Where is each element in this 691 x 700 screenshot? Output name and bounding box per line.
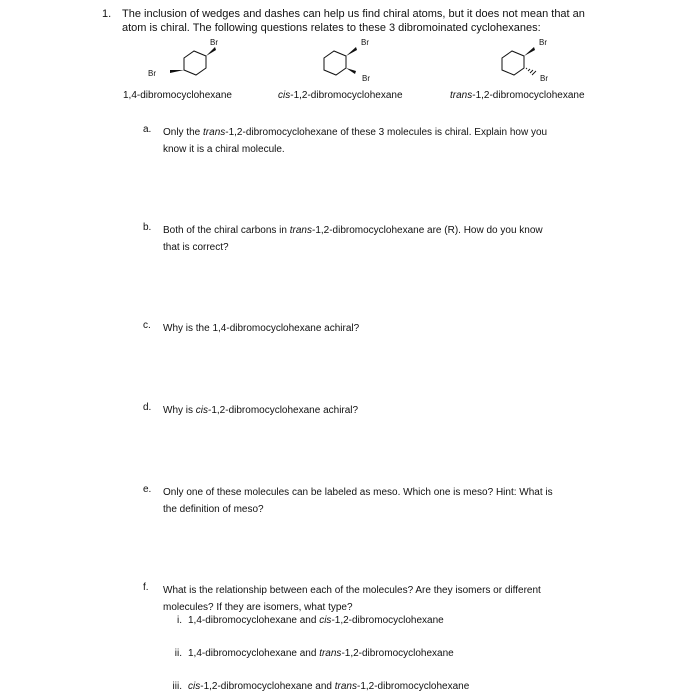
wedge-bond bbox=[524, 47, 535, 56]
roman-numeral: iii. bbox=[172, 681, 182, 692]
bromine-atom-bottom: Br bbox=[362, 74, 370, 83]
part-f-item-iii bbox=[166, 681, 469, 692]
text-segment: that is correct? bbox=[163, 242, 229, 253]
structure-1-4-dibromocyclohexane bbox=[148, 36, 238, 84]
cyclohexane-ring bbox=[502, 51, 524, 75]
part-f-text bbox=[163, 582, 541, 616]
text-segment: -1,2-dibromocyclohexane bbox=[331, 615, 444, 626]
text-segment: 1,4-dibromocyclohexane and bbox=[188, 648, 320, 659]
molecule-label-trans bbox=[450, 90, 585, 101]
text-segment: Both of the chiral carbons in bbox=[163, 225, 290, 236]
text-segment: -1,2-dibromocyclohexane bbox=[341, 648, 454, 659]
question-number: 1. bbox=[102, 8, 112, 20]
bromine-atom-top: Br bbox=[210, 38, 218, 47]
molecule-1-4-dibromocyclohexane bbox=[148, 36, 238, 89]
text-segment: -1,2-dibromocyclohexane are (R). How do you know bbox=[311, 225, 543, 236]
part-f-item-ii bbox=[166, 648, 454, 659]
label-rest: -1,2-dibromocyclohexane bbox=[290, 90, 403, 101]
text-segment: know it is a chiral molecule. bbox=[163, 144, 285, 155]
part-d-text bbox=[163, 402, 358, 419]
trans-prefix: trans bbox=[450, 90, 473, 101]
bromine-atom-top: Br bbox=[539, 38, 547, 47]
bromine-atom-left: Br bbox=[148, 69, 156, 78]
cyclohexane-ring bbox=[324, 51, 346, 75]
wedge-bond bbox=[346, 68, 356, 74]
italic-trans: trans bbox=[203, 127, 226, 138]
part-letter: e. bbox=[143, 484, 152, 495]
part-b bbox=[143, 222, 623, 262]
label-rest: -1,2-dibromocyclohexane bbox=[472, 90, 585, 101]
part-d bbox=[143, 402, 623, 422]
part-c bbox=[143, 320, 623, 340]
molecule-label-1-4: 1,4-dibromocyclohexane bbox=[123, 90, 232, 101]
italic-cis: cis bbox=[188, 681, 201, 692]
part-e bbox=[143, 484, 623, 524]
part-letter: c. bbox=[143, 320, 151, 331]
text-segment: Only one of these molecules can be labeled as meso. Which one is meso? Hint: What is bbox=[163, 487, 553, 498]
text-segment: -1,2-dibromocyclohexane of these 3 molecules is chiral. Explain how you bbox=[225, 127, 548, 138]
part-letter: a. bbox=[143, 124, 152, 135]
cyclohexane-ring bbox=[184, 51, 206, 75]
dash-bond bbox=[526, 68, 536, 75]
part-a-text bbox=[163, 124, 547, 158]
part-letter: f. bbox=[143, 582, 149, 593]
question-intro-line-1: The inclusion of wedges and dashes can help us find chiral atoms, but it does not mean that an bbox=[122, 8, 585, 20]
text-segment: 1,4-dibromocyclohexane and bbox=[188, 615, 320, 626]
wedge-bond bbox=[206, 47, 216, 56]
text-segment: molecules? If they are isomers, what type? bbox=[163, 602, 353, 613]
cis-prefix: cis bbox=[278, 90, 291, 101]
molecule-trans-1-2-dibromocyclohexane bbox=[496, 36, 566, 89]
part-c-text: Why is the 1,4-dibromocyclohexane achiral? bbox=[163, 323, 360, 334]
text-segment: -1,2-dibromocyclohexane bbox=[357, 681, 470, 692]
part-letter: d. bbox=[143, 402, 152, 413]
text-segment: -1,2-dibromocyclohexane and bbox=[200, 681, 335, 692]
text-segment: -1,2-dibromocyclohexane achiral? bbox=[208, 405, 359, 416]
text-segment: the definition of meso? bbox=[163, 504, 264, 515]
text-segment: What is the relationship between each of the molecules? Are they isomers or different bbox=[163, 585, 541, 596]
italic-trans: trans bbox=[319, 648, 342, 659]
question-intro-line-2: atom is chiral. The following questions relates to these 3 dibromoinated cyclohexanes: bbox=[122, 22, 541, 34]
molecule-label-cis bbox=[278, 90, 403, 101]
wedge-bond bbox=[170, 70, 184, 73]
text-segment: Why is bbox=[163, 405, 196, 416]
italic-trans: trans bbox=[334, 681, 357, 692]
italic-trans: trans bbox=[289, 225, 312, 236]
structure-trans-1-2-dibromocyclohexane bbox=[496, 36, 566, 84]
roman-numeral: ii. bbox=[174, 648, 182, 659]
bromine-atom-bottom: Br bbox=[540, 74, 548, 83]
part-letter: b. bbox=[143, 222, 152, 233]
structure-cis-1-2-dibromocyclohexane bbox=[318, 36, 388, 84]
part-e-text bbox=[163, 484, 553, 518]
italic-cis: cis bbox=[319, 615, 332, 626]
italic-cis: cis bbox=[195, 405, 209, 416]
text-segment: Only the bbox=[163, 127, 204, 138]
wedge-bond bbox=[346, 47, 357, 56]
bromine-atom-top: Br bbox=[361, 38, 369, 47]
part-a bbox=[143, 124, 623, 164]
part-f-item-i bbox=[166, 615, 444, 626]
part-b-text bbox=[163, 222, 543, 256]
molecule-cis-1-2-dibromocyclohexane bbox=[318, 36, 388, 89]
roman-numeral: i. bbox=[177, 615, 182, 626]
